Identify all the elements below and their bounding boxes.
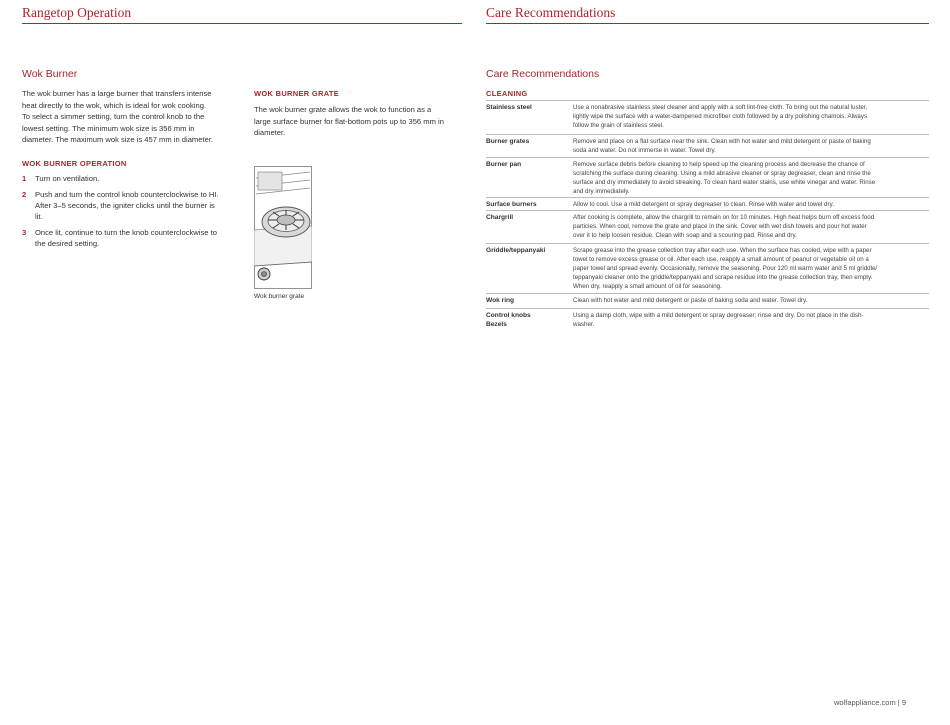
step-line: Once lit, continue to turn the knob counterclockwise to	[35, 228, 217, 237]
right-header-rule	[486, 23, 929, 24]
left-page-header: Rangetop Operation	[22, 5, 132, 20]
wok-burner-title: Wok Burner	[22, 68, 78, 80]
step-number: 1	[22, 174, 27, 183]
care-row-chargrill	[486, 210, 929, 244]
figure-caption: Wok burner grate	[254, 293, 305, 300]
care-row-burner-grates	[486, 134, 929, 158]
care-item-description	[573, 200, 929, 209]
care-item-name: Griddle/teppanyaki	[486, 247, 546, 254]
step-line: After 3–5 seconds, the igniter clicks until the burner is	[35, 201, 215, 210]
left-header-rule	[22, 23, 462, 24]
care-item-description	[573, 160, 929, 196]
desc-line: surface and dry immediately to avoid streaking. To clean hard water stains, use white vinegar and water. Rinse	[573, 179, 876, 186]
desc-line: Clean with hot water and mild detergent or paste of baking soda and water. Towel dry.	[573, 297, 808, 304]
desc-line: When dry, reapply a small amount of oil for seasoning.	[573, 283, 722, 290]
desc-line: and dry immediately.	[573, 188, 630, 195]
operation-step	[22, 173, 252, 185]
intro-line: The wok burner has a large burner that transfers intense	[22, 89, 212, 98]
desc-line: particles. When cool, remove the grate and place in the sink. Cover with wet dish towels and pour hot water	[573, 223, 867, 230]
desc-line: Remove surface debris before cleaning to help speed up the cleaning process and decrease the chance of	[573, 161, 865, 168]
care-item-name: Burner pan	[486, 161, 522, 168]
care-item-name: Stainless steel	[486, 104, 532, 111]
step-line: Push and turn the control knob counterclockwise to HI.	[35, 190, 219, 199]
care-item-description	[573, 296, 929, 305]
step-line: the desired setting.	[35, 239, 100, 248]
care-row-wok-ring	[486, 293, 929, 309]
care-row-burner-pan	[486, 157, 929, 198]
desc-line: Use a nonabrasive stainless steel cleaner and apply with a soft lint-free cloth. To bring out the natural luster,	[573, 104, 868, 111]
care-title: Care Recommendations	[486, 68, 600, 80]
grate-line: diameter.	[254, 128, 286, 138]
wok-intro-paragraph	[22, 88, 252, 146]
operation-step	[22, 189, 252, 223]
grate-line: large surface burner for flat-bottom pots up to 356 mm in	[254, 116, 444, 126]
care-item-description	[573, 103, 929, 130]
care-name-line: Control knobs	[486, 312, 531, 319]
step-number: 2	[22, 190, 27, 199]
desc-line: Using a damp cloth, wipe with a mild detergent or spray degreaser; rinse and dry. Do not place in the dish-	[573, 312, 864, 319]
care-item-description	[573, 213, 929, 240]
desc-line: teppanyaki cleaner onto the griddle/teppanyaki and scrape residue into the grease collection tray, then empty.	[573, 274, 873, 281]
grate-line: The wok burner grate allows the wok to function as a	[254, 105, 432, 114]
desc-line: over it to help loosen residue. Clean with soap and a scouring pad. Rinse and dry.	[573, 232, 797, 239]
wok-burner-grate-illustration	[254, 166, 312, 289]
operation-step	[22, 227, 252, 251]
step-text	[35, 227, 217, 249]
desc-line: follow the grain of stainless steel.	[573, 122, 664, 129]
care-item-description	[573, 246, 929, 291]
desc-line: paper towel and spread evenly. Occasionally, remove the seasoning. Pour 120 ml warm water and 5 ml griddle/	[573, 265, 878, 272]
wok-operation-heading: WOK BURNER OPERATION	[22, 159, 127, 168]
desc-line: After cooking is complete, allow the chargrill to remain on for 10 minutes. High heat helps burn off excess food	[573, 214, 875, 221]
right-page-header: Care Recommendations	[486, 5, 616, 20]
desc-line: washer.	[573, 321, 595, 328]
page-footer[interactable]: wolfappliance.com | 9	[834, 698, 906, 707]
desc-line: soda and water. Do not immerse in water. Towel dry.	[573, 147, 716, 154]
wok-grate-paragraph	[254, 104, 469, 139]
intro-line: To select a simmer setting, turn the control knob to the	[22, 112, 205, 122]
step-line: lit.	[35, 212, 43, 221]
care-item-name: Wok ring	[486, 297, 515, 304]
intro-line: heat directly to the wok, which is ideal for wok cooking.	[22, 100, 207, 110]
care-item-name: Burner grates	[486, 138, 530, 145]
care-item-name	[486, 311, 571, 329]
cleaning-heading: CLEANING	[486, 89, 528, 98]
intro-line: lowest setting. The minimum wok size is 356 mm in	[22, 123, 195, 133]
desc-line: Scrape grease into the grease collection tray after each use. When the surface has cooled, wipe with a paper	[573, 247, 872, 254]
care-item-description	[573, 311, 929, 329]
care-item-name: Surface burners	[486, 201, 537, 208]
step-number: 3	[22, 228, 27, 237]
step-text	[35, 189, 219, 222]
care-name-line: Bezels	[486, 321, 507, 328]
care-row-griddle-teppanyaki	[486, 243, 929, 294]
desc-line: towel to remove excess grease or oil. After each use, reapply a small amount of peanut or vegetable oil on a	[573, 256, 869, 263]
care-item-name: Chargrill	[486, 214, 514, 221]
wok-grate-heading: WOK BURNER GRATE	[254, 89, 340, 98]
step-line: Turn on ventilation.	[35, 174, 100, 183]
desc-line: Remove and place on a flat surface near the sink. Clean with hot water and mild detergent or paste of baking	[573, 138, 871, 145]
intro-line: diameter. The maximum wok size is 457 mm in diameter.	[22, 135, 214, 145]
desc-line: Allow to cool. Use a mild detergent or spray degreaser to clean. Rinse with water and towel dry.	[573, 201, 834, 208]
desc-line: lightly wipe the surface with a water-dampened microfiber cloth followed by a dry polishing chamois. Always	[573, 113, 868, 120]
care-row-stainless-steel	[486, 100, 929, 135]
care-item-description	[573, 137, 929, 155]
care-row-control-knobs	[486, 308, 929, 333]
desc-line: scratching the surface during cleaning. Using a mild abrasive cleaner or spray degreaser, clean and rinse the	[573, 170, 871, 177]
step-text	[35, 173, 99, 184]
care-row-surface-burners	[486, 197, 929, 211]
